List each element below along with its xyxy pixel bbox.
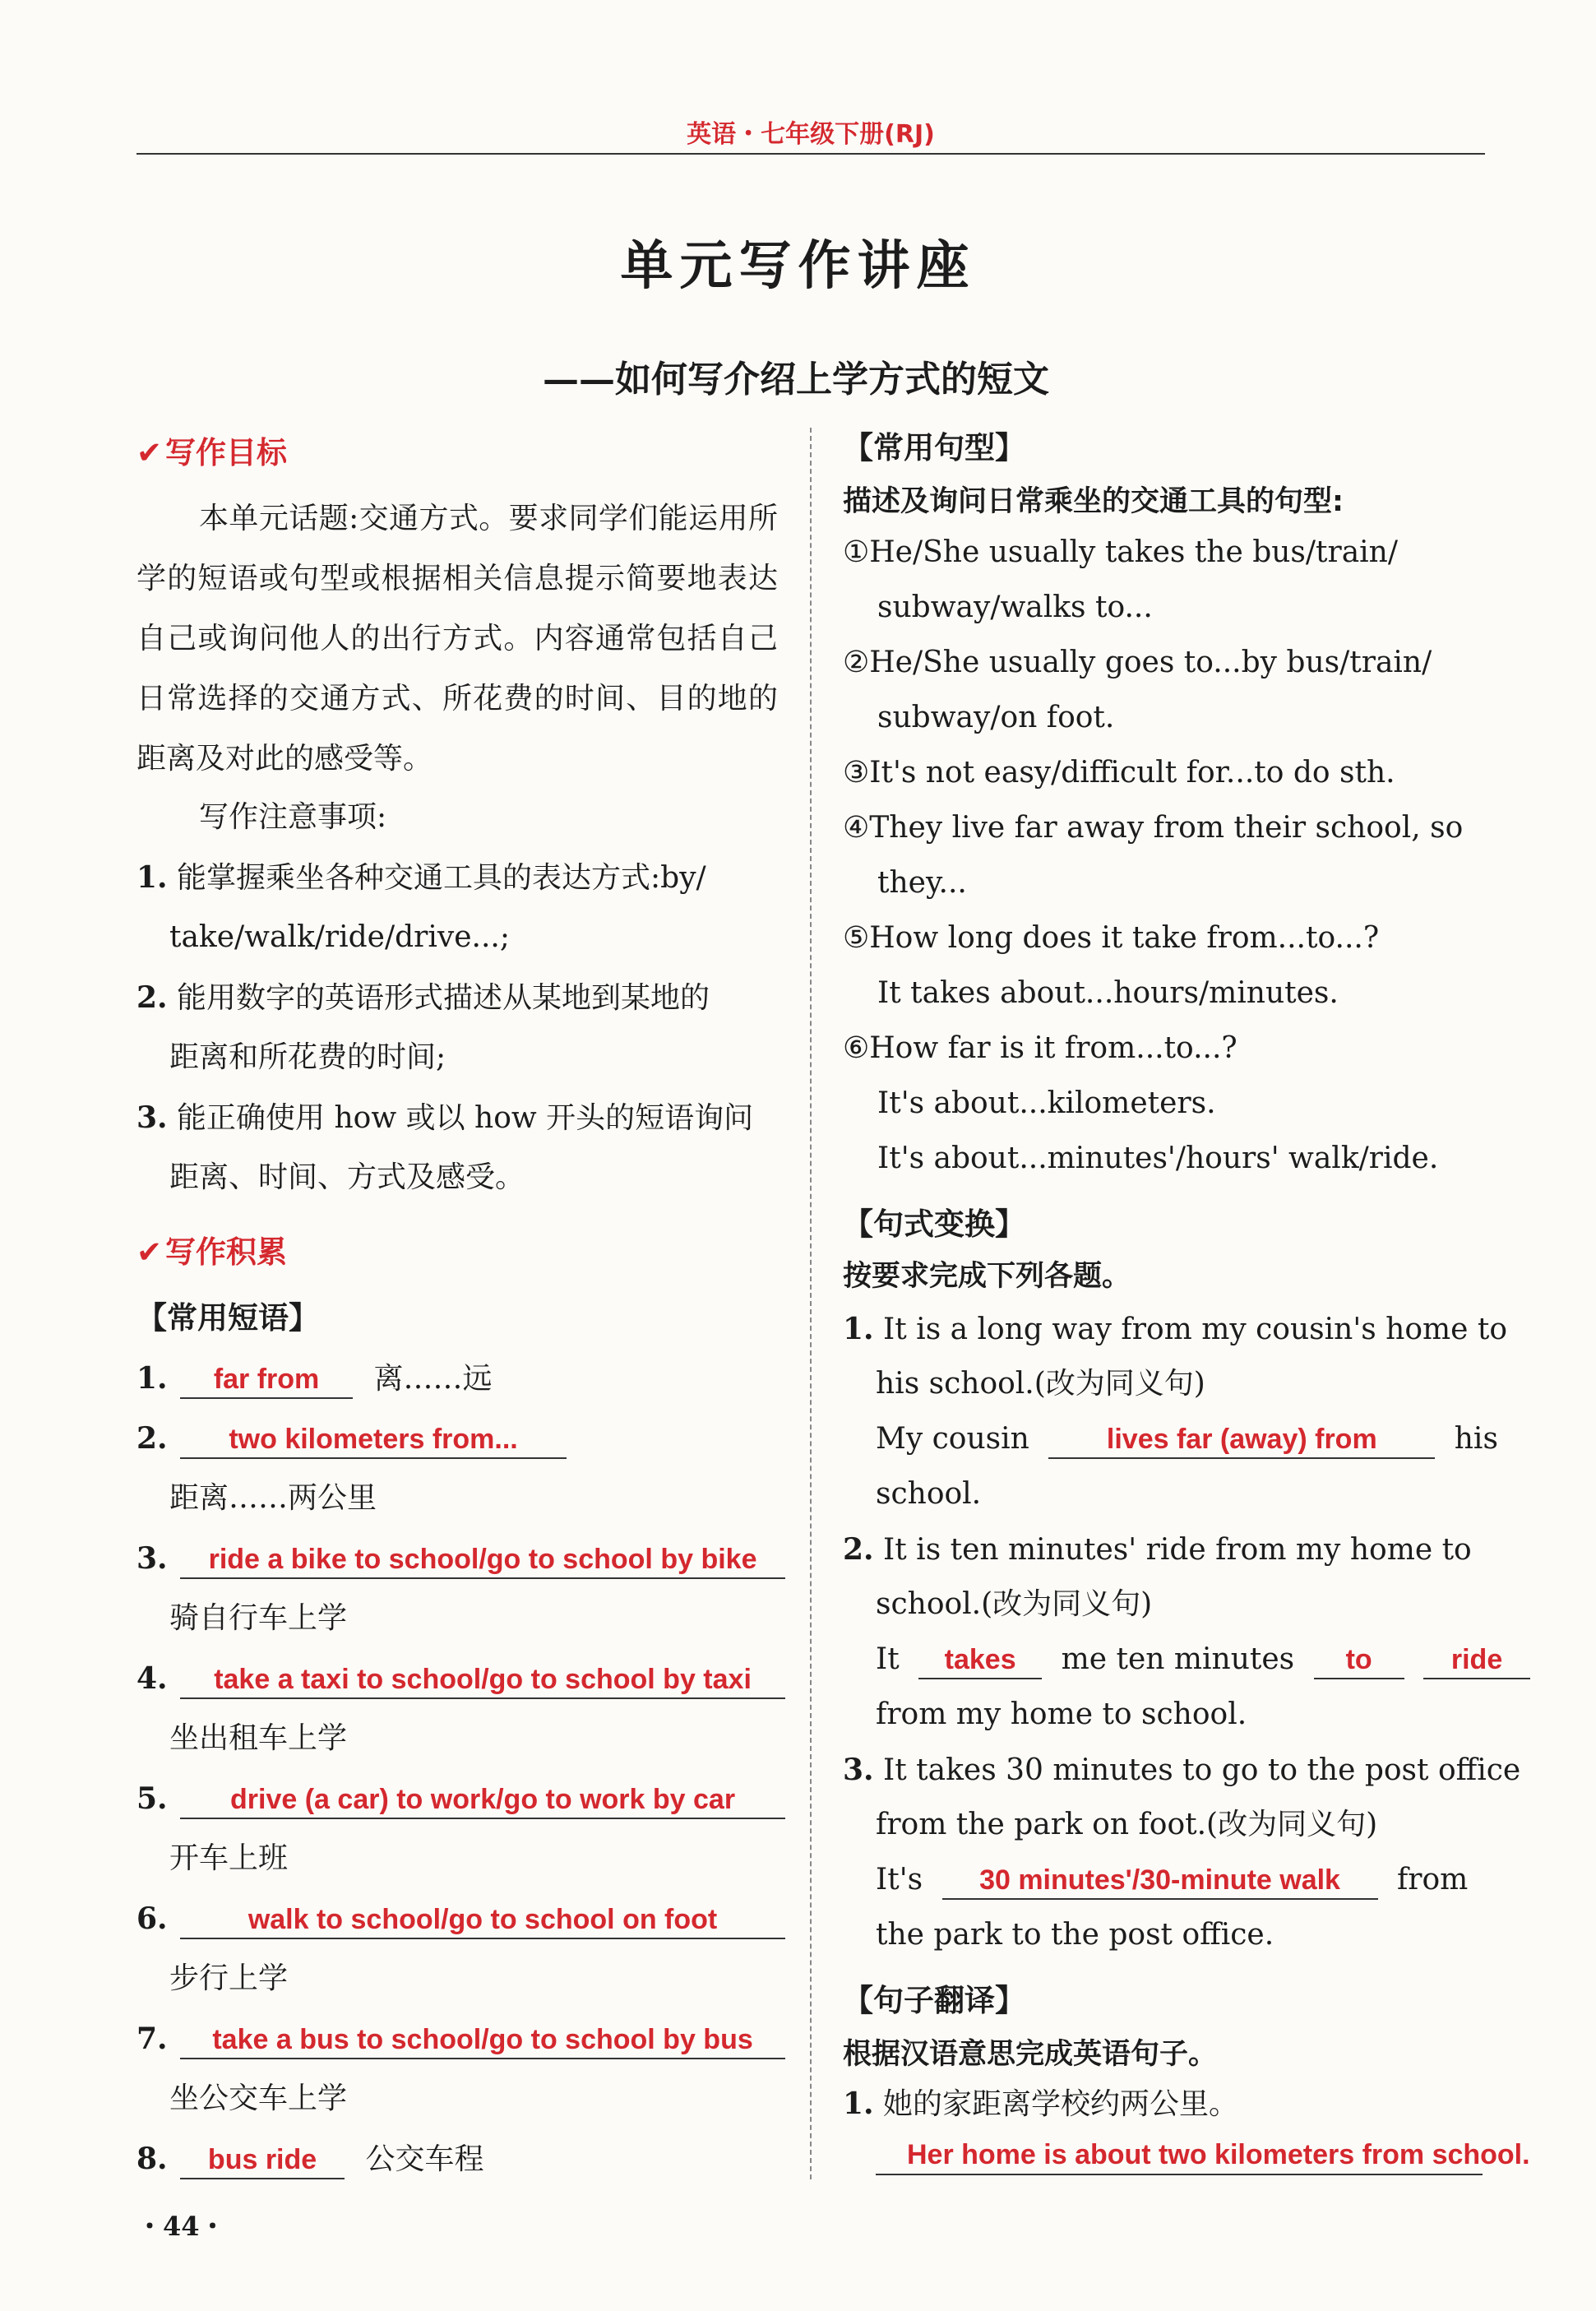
note-number: 3. — [136, 1100, 168, 1135]
pattern-text: He/She usually goes to...by bus/train/ — [869, 646, 1432, 679]
phrase-number: 6. — [136, 1901, 168, 1936]
pattern-number: ⑤ — [843, 921, 870, 955]
item-text: My cousin — [876, 1422, 1029, 1456]
pattern-number: ⑥ — [843, 1031, 870, 1065]
item-text: It — [876, 1642, 900, 1676]
phrase-answer: far from — [180, 1361, 353, 1399]
phrase-meaning: 离……远 — [373, 1362, 493, 1396]
item-text: It is ten minutes' ride from my home to — [883, 1533, 1472, 1567]
phrase-number: 4. — [136, 1661, 168, 1696]
pattern-item-2 — [843, 633, 1432, 692]
transform-item-1-end: school. — [876, 1477, 982, 1511]
transform-answer: to — [1314, 1642, 1404, 1679]
pattern-text: How long does it take from...to...? — [869, 921, 1380, 955]
pattern-item-2-cont: subway/on foot. — [877, 701, 1115, 734]
item-text: 她的家距离学校约两公里。 — [883, 2087, 1239, 2121]
notes-heading: 写作注意事项: — [199, 800, 387, 834]
note-item-2 — [136, 968, 710, 1028]
phrase-meaning: 坐出租车上学 — [169, 1721, 348, 1755]
phrase-meaning: 坐公交车上学 — [169, 2082, 348, 2115]
transform-item-3-answer-line — [876, 1850, 1468, 1910]
pattern-text: He/She usually takes the bus/train/ — [869, 535, 1398, 569]
note-item-2-cont: 距离和所花费的时间; — [169, 1040, 446, 1074]
pattern-number: ④ — [843, 811, 870, 845]
phrase-number: 8. — [136, 2142, 168, 2176]
transform-instruction: 按要求完成下列各题。 — [843, 1260, 1131, 1293]
pattern-item-6-cont2: It's about...minutes'/hours' walk/ride. — [877, 1142, 1439, 1175]
note-item-3 — [136, 1088, 753, 1148]
phrase-item-3 — [136, 1529, 785, 1589]
note-text: 能掌握乘坐各种交通工具的表达方式:by/ — [177, 861, 706, 895]
pattern-item-6 — [843, 1019, 1237, 1078]
item-text: It is a long way from my cousin's home to — [883, 1313, 1508, 1346]
translate-item-1 — [843, 2074, 1238, 2134]
transform-item-3-end: the park to the post office. — [876, 1918, 1274, 1952]
pattern-item-1 — [843, 523, 1398, 582]
phrase-item-1 — [136, 1349, 493, 1409]
item-text: It takes 30 minutes to go to the post office — [883, 1753, 1521, 1787]
phrase-item-4 — [136, 1649, 785, 1709]
phrase-meaning: 骑自行车上学 — [169, 1601, 348, 1635]
phrase-item-5 — [136, 1769, 785, 1829]
transform-answer: lives far (away) from — [1048, 1421, 1435, 1459]
transform-item-3 — [843, 1740, 1520, 1800]
phrase-meaning: 步行上学 — [169, 1961, 289, 1995]
item-text: me ten minutes — [1061, 1642, 1295, 1676]
section-writing-goal — [136, 428, 287, 472]
phrase-answer: bus ride — [180, 2142, 345, 2179]
transform-item-2-end: from my home to school. — [876, 1697, 1247, 1731]
pattern-item-3 — [843, 743, 1395, 803]
phrase-answer: take a taxi to school/go to school by taxi — [180, 1661, 785, 1699]
note-text: 能用数字的英语形式描述从某地到某地的 — [177, 981, 710, 1015]
phrase-answer: two kilometers from... — [180, 1421, 567, 1459]
item-number: 3. — [843, 1753, 874, 1787]
phrase-answer: drive (a car) to work/go to work by car — [180, 1781, 785, 1819]
transform-item-3-cont: from the park on foot.(改为同义句) — [876, 1808, 1378, 1841]
transform-item-1-answer-line — [876, 1410, 1498, 1469]
pattern-text: They live far away from their school, so — [869, 811, 1464, 845]
pattern-number: ② — [843, 646, 870, 679]
phrase-answer: ride a bike to school/go to school by bike — [180, 1541, 785, 1579]
patterns-instruction: 描述及询问日常乘坐的交通工具的句型: — [843, 485, 1344, 518]
note-item-1 — [136, 848, 706, 908]
phrase-number: 1. — [136, 1361, 168, 1396]
transform-item-1-cont: his school.(改为同义句) — [876, 1367, 1205, 1401]
translate-instruction: 根据汉语意思完成英语句子。 — [843, 2038, 1218, 2071]
running-header: 英语・七年级下册(RJ) — [687, 120, 935, 149]
translate-heading: 【句子翻译】 — [843, 1983, 1025, 2018]
pattern-item-4-cont: they... — [877, 866, 967, 900]
transform-answer: takes — [918, 1642, 1042, 1679]
note-text: 能正确使用 how 或以 how 开头的短语询问 — [177, 1101, 754, 1135]
page-subtitle: ——如何写介绍上学方式的短文 — [543, 359, 1049, 401]
phrase-item-2 — [136, 1409, 567, 1469]
phrase-number: 3. — [136, 1541, 168, 1576]
goal-paragraph: 本单元话题:交通方式。要求同学们能运用所学的短语或句型或根据相关信息提示简要地表达自己或询问他人的出行方式。内容通常包括自己日常选择的交通方式、所花费的时间、目的地的距离及对此的感受等。 — [136, 502, 778, 776]
translate-answer: Her home is about two kilometers from school. — [876, 2136, 1483, 2175]
item-text: his — [1454, 1422, 1498, 1456]
pattern-number: ③ — [843, 756, 870, 790]
phrase-answer: take a bus to school/go to school by bus — [180, 2022, 785, 2059]
phrase-answer: walk to school/go to school on foot — [180, 1901, 785, 1939]
pattern-item-6-cont: It's about...kilometers. — [877, 1086, 1216, 1120]
phrase-meaning: 开车上班 — [169, 1841, 289, 1875]
phrase-meaning: 公交车程 — [365, 2142, 484, 2176]
pattern-text: It's not easy/difficult for...to do sth. — [869, 756, 1395, 790]
check-icon: ✔ — [136, 435, 163, 470]
item-text: It's — [876, 1863, 923, 1897]
pattern-item-5-cont: It takes about...hours/minutes. — [877, 976, 1339, 1010]
pattern-number: ① — [843, 535, 870, 569]
phrases-heading: 【常用短语】 — [136, 1300, 319, 1336]
patterns-heading: 【常用句型】 — [843, 430, 1025, 465]
phrase-item-7 — [136, 2009, 785, 2069]
note-item-3-cont: 距离、时间、方式及感受。 — [169, 1160, 525, 1194]
pattern-item-5 — [843, 909, 1379, 968]
phrase-item-6 — [136, 1889, 785, 1949]
transform-heading: 【句式变换】 — [843, 1206, 1025, 1242]
page-title: 单元写作讲座 — [620, 236, 976, 297]
phrase-number: 5. — [136, 1781, 168, 1816]
section-heading-label: 写作目标 — [165, 435, 288, 470]
transform-answer: ride — [1423, 1642, 1530, 1679]
item-number: 1. — [843, 2086, 874, 2121]
note-number: 1. — [136, 860, 168, 895]
phrase-number: 2. — [136, 1421, 168, 1456]
phrase-item-8 — [136, 2129, 484, 2189]
transform-answer: 30 minutes'/30-minute walk — [942, 1862, 1378, 1900]
item-text: from — [1396, 1863, 1469, 1897]
transform-item-2-cont: school.(改为同义句) — [876, 1587, 1153, 1621]
item-number: 1. — [843, 1312, 874, 1346]
pattern-item-1-cont: subway/walks to... — [877, 590, 1153, 624]
column-divider — [810, 428, 812, 2179]
pattern-text: How far is it from...to...? — [869, 1031, 1237, 1065]
note-number: 2. — [136, 980, 168, 1015]
section-heading-label: 写作积累 — [165, 1234, 288, 1270]
header-rule — [136, 153, 1485, 155]
phrase-number: 7. — [136, 2022, 168, 2056]
section-writing-accumulation — [136, 1227, 287, 1271]
transform-item-2-answer-line — [876, 1630, 1530, 1689]
pattern-item-4 — [843, 799, 1463, 858]
note-item-1-cont: take/walk/ride/drive...; — [169, 920, 510, 954]
check-icon: ✔ — [136, 1234, 163, 1270]
phrase-meaning: 距离……两公里 — [169, 1481, 377, 1515]
transform-item-2 — [843, 1520, 1472, 1580]
page-number: ・44・ — [136, 2211, 226, 2242]
transform-item-1 — [843, 1299, 1507, 1359]
item-number: 2. — [843, 1532, 874, 1567]
